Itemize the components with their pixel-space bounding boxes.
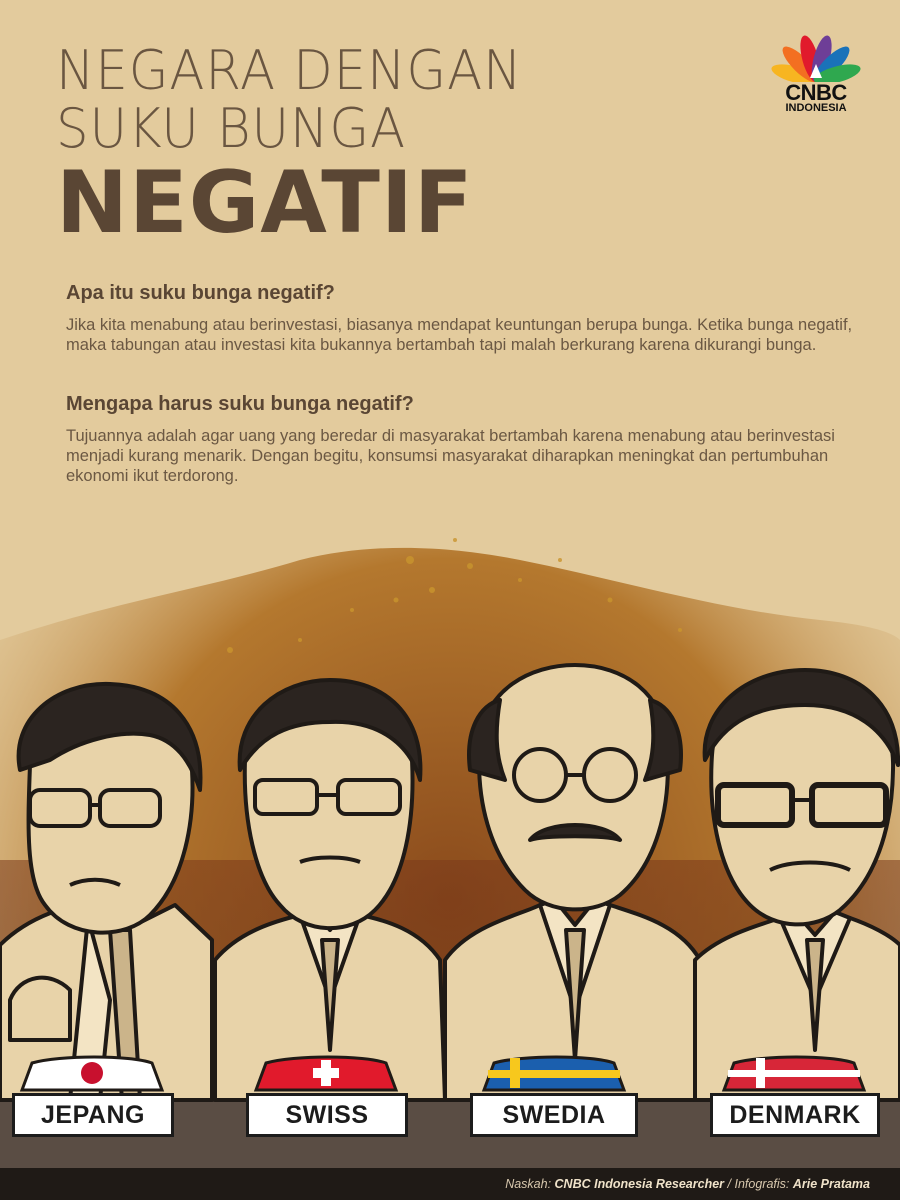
flag-switzerland [256,1057,396,1090]
flag-japan [22,1057,162,1090]
naskah-label: Naskah: [505,1177,552,1191]
logo-brand-text: CNBC [785,80,847,105]
credit-line [505,1177,870,1191]
qa-question-2: Mengapa harus suku bunga negatif? [66,393,414,415]
cnbc-logo [766,30,866,120]
qa-answer-2: Tujuannya adalah agar uang yang beredar di masyarakat bertambah karena menabung atau berinvestasi menjadi kurang menarik. Dengan begitu, konsumsi masyarakat diharapkan meningkat dan pertumbuhan ekonomi ikut terdorong. [66,427,835,485]
infografis-label: Infografis: [734,1177,790,1191]
flag-sweden [484,1057,624,1090]
page-title [56,39,547,253]
title-line-2: SUKU BUNGA [56,97,407,160]
nameplate-swiss: SWISS [246,1093,408,1137]
naskah-value: CNBC Indonesia Researcher [554,1177,725,1191]
qa-question-1: Apa itu suku bunga negatif? [66,282,335,304]
peacock-icon [766,30,866,82]
qa-block-1 [66,282,856,355]
qa-block-2 [66,393,856,486]
logo-sub-text: INDONESIA [785,102,847,114]
infografis-value: Arie Pratama [792,1177,870,1191]
credit-separator: / [727,1177,732,1191]
nameplate-denmark: DENMARK [710,1093,880,1137]
credits-footer [0,1168,900,1200]
flag-denmark [724,1057,864,1090]
title-line-1: NEGARA DENGAN [56,39,523,102]
title-line-3: NEGATIF [56,153,474,253]
nameplate-jepang: JEPANG [12,1093,174,1137]
qa-answer-1: Jika kita menabung atau berinvestasi, biasanya mendapat keuntungan berupa bunga. Ketika bunga negatif, maka tabungan atau investasi kita bukannya bertambah tapi malah berkurang karena dikurangi bunga. [66,316,853,354]
nameplate-swedia: SWEDIA [470,1093,638,1137]
